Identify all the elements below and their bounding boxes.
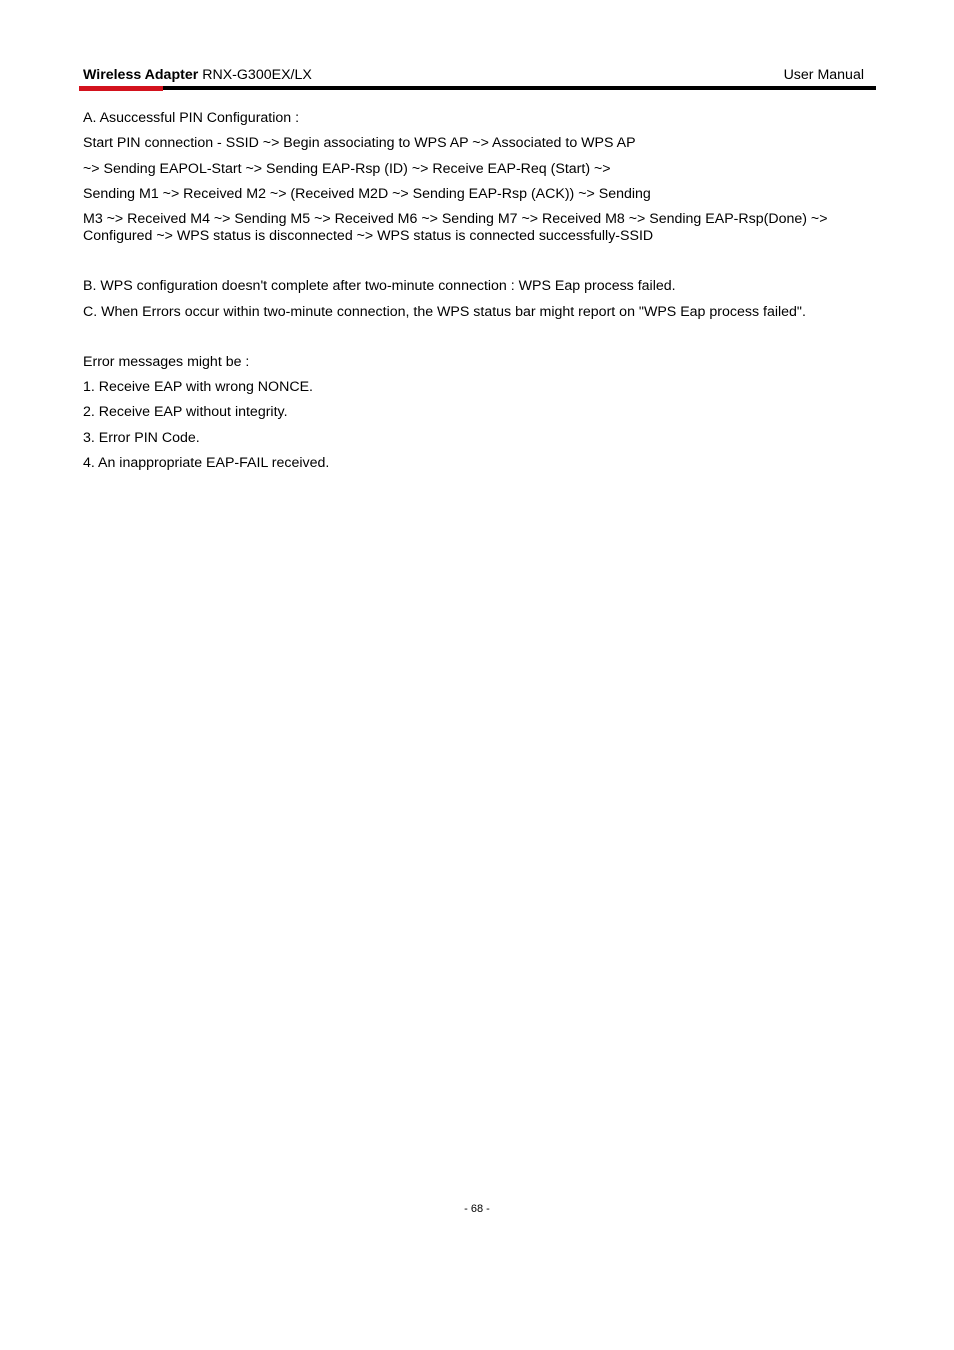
error-item: 1. Receive EAP with wrong NONCE. (83, 379, 313, 395)
section-a-line: Start PIN connection - SSID ~> Begin associating to WPS AP ~> Associated to WPS AP (83, 135, 636, 151)
error-messages-title: Error messages might be : (83, 354, 250, 370)
error-item: 2. Receive EAP without integrity. (83, 404, 288, 420)
section-a-line: Sending M1 ~> Received M2 ~> (Received M2D ~> Sending EAP-Rsp (ACK)) ~> Sending (83, 186, 651, 202)
header-rule (79, 86, 876, 90)
section-a-line: ~> Sending EAPOL-Start ~> Sending EAP-Rsp (ID) ~> Receive EAP-Req (Start) ~> (83, 161, 611, 177)
section-c-text: C. When Errors occur within two-minute connection, the WPS status bar might report on "WPS Eap process failed". (83, 304, 806, 320)
section-a-line: Configured ~> WPS status is disconnected ~> WPS status is connected successfully-SSID (83, 228, 654, 244)
section-b-text: B. WPS configuration doesn't complete after two-minute connection : WPS Eap process failed. (83, 278, 676, 294)
error-item: 3. Error PIN Code. (83, 430, 200, 446)
header-manual-label: User Manual (783, 67, 864, 83)
section-a-line: M3 ~> Received M4 ~> Sending M5 ~> Received M6 ~> Sending M7 ~> Received M8 ~> Sending EAP-Rsp(Done) ~> (83, 211, 828, 227)
error-item: 4. An inappropriate EAP-FAIL received. (83, 455, 330, 471)
page-number: - 68 - (464, 1203, 490, 1215)
header-product-name: Wireless Adapter (83, 67, 199, 83)
page-header (83, 67, 864, 85)
header-product (83, 67, 312, 83)
section-a-title: A. Asuccessful PIN Configuration : (83, 110, 300, 126)
header-accent-rule (79, 86, 163, 91)
header-model: RNX-G300EX/LX (202, 67, 312, 83)
